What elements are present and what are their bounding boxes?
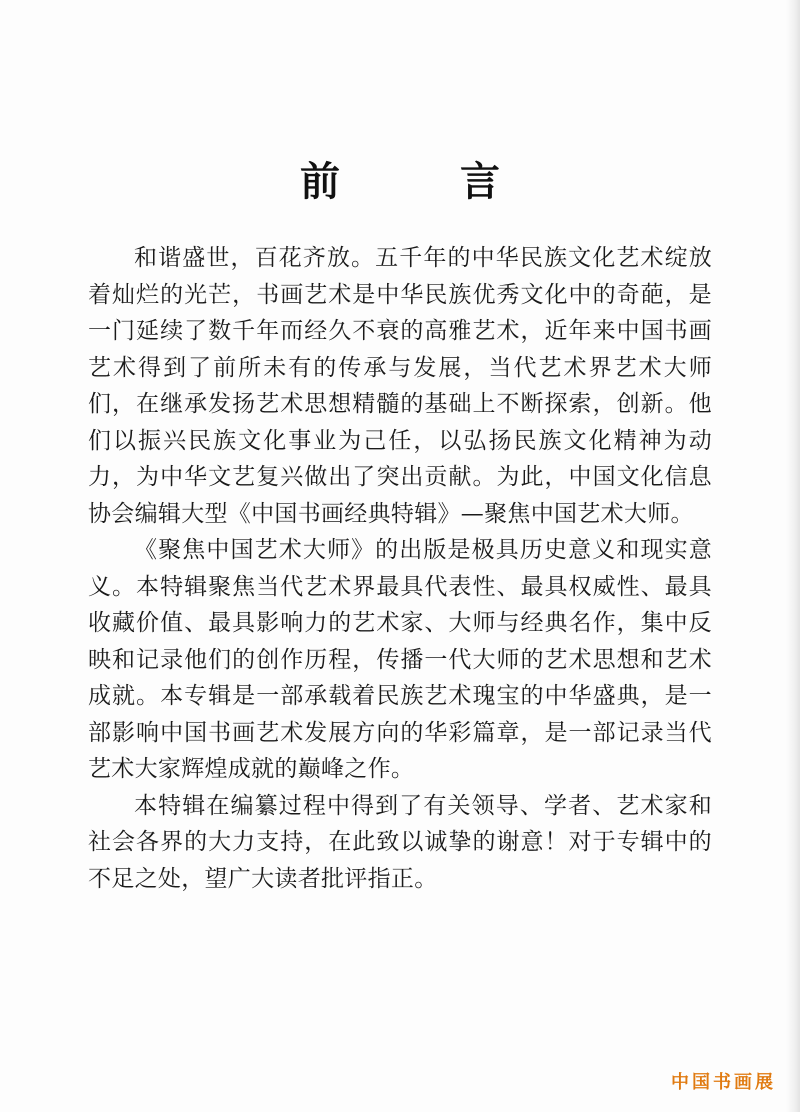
paragraph-2: 《聚焦中国艺术大师》的出版是极具历史意义和现实意义。本特辑聚焦当代艺术界最具代表性、最具权威性、最具收藏价值、最具影响力的艺术家、大师与经典名作，集中反映和记录他们的创作历程，传播一代大师的艺术思想和艺术成就。本专辑是一部承载着民族艺术瑰宝的中华盛典，是一部影响中国书画艺术发展方向的华彩篇章，是一部记录当代艺术大家辉煌成就的巅峰之作。	[88, 537, 712, 782]
paragraph-3: 本特辑在编纂过程中得到了有关领导、学者、艺术家和社会各界的大力支持，在此致以诚挚的谢意！对于专辑中的不足之处，望广大读者批评指正。	[88, 792, 712, 892]
preface-body	[88, 240, 712, 897]
page-title: 前 言	[300, 158, 540, 205]
paragraph-1: 和谐盛世，百花齐放。五千年的中华民族文化艺术绽放着灿烂的光芒，书画艺术是中华民族优秀文化中的奇葩，是一门延续了数千年而经久不衰的高雅艺术，近年来中国书画艺术得到了前所未有的传承与发展，当代艺术界艺术大师们，在继承发扬艺术思想精髓的基础上不断探索，创新。他们以振兴民族文化事业为己任，以弘扬民族文化精神为动力，为中华文艺复兴做出了突出贡献。为此，中国文化信息协会编辑大型《中国书画经典特辑》—聚焦中国艺术大师。	[88, 245, 712, 527]
footer-brand-label: 中国书画展	[671, 1072, 776, 1093]
